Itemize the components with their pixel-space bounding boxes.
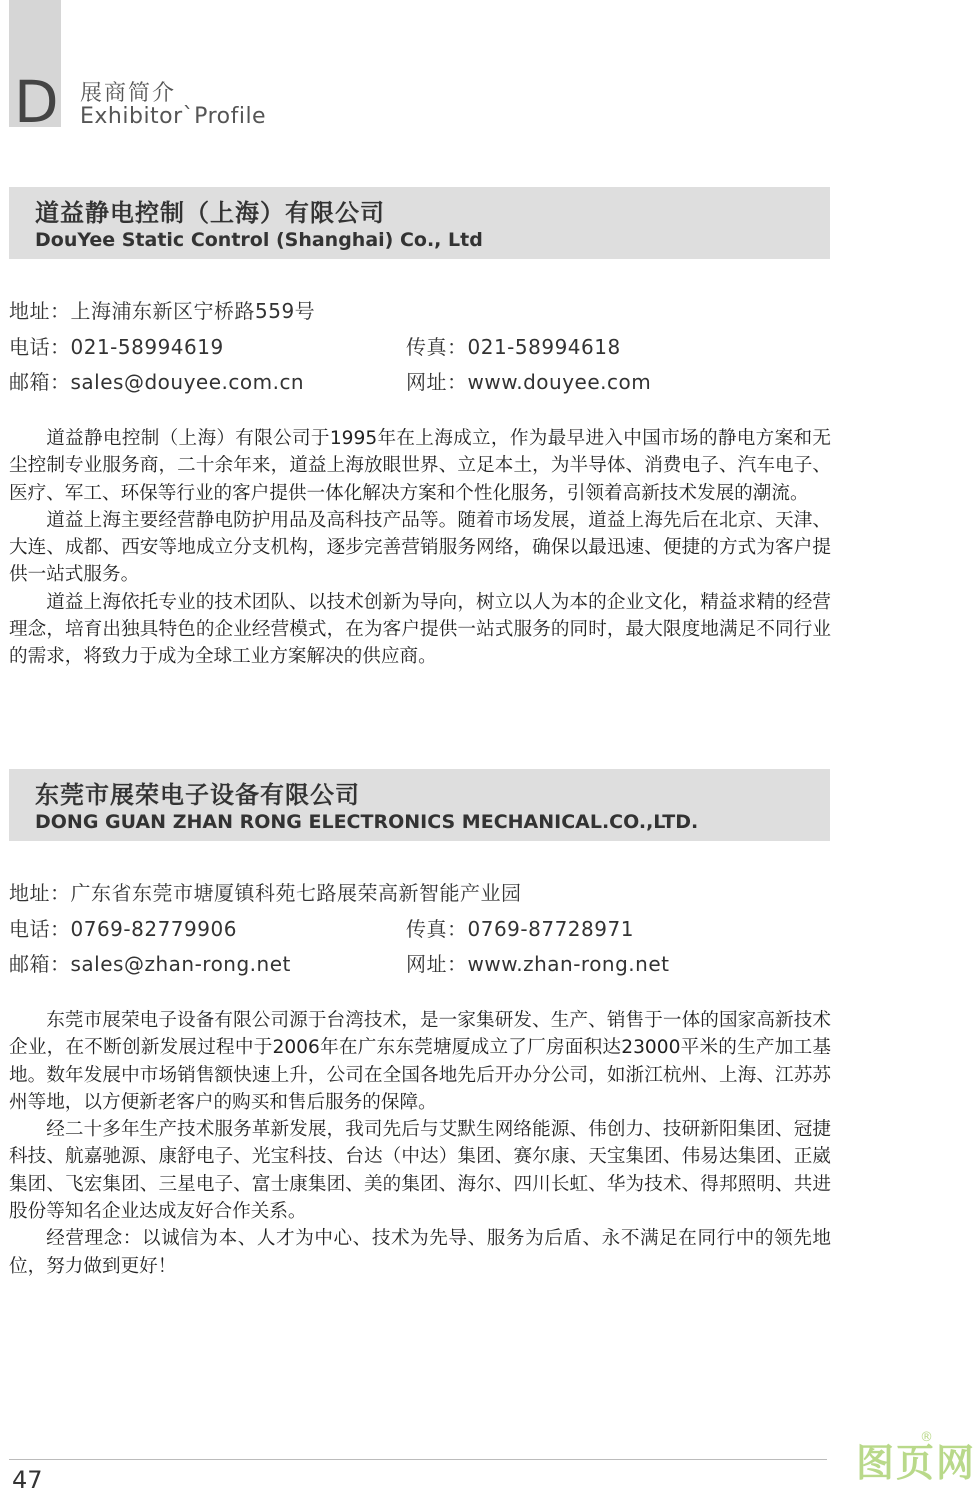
fax-value: 0769-87728971 [467, 917, 634, 941]
description-paragraph: 道益静电控制（上海）有限公司于1995年在上海成立，作为最早进入中国市场的静电方案和无尘控制专业服务商，二十余年来，道益上海放眼世界、立足本土，为半导体、消费电子、汽车电子、医疗、军工、环保等行业的客户提供一体化解决方案和个性化服务，引领着高新技术发展的潮流。 [9, 428, 831, 504]
watermark-logo: 图页网 [856, 1441, 977, 1485]
tel-row [9, 331, 224, 360]
footer-divider [9, 1459, 827, 1460]
company-name-cn: 东莞市展荣电子设备有限公司 [35, 781, 360, 809]
web-label: 网址： [406, 370, 468, 394]
section-letter: D [14, 68, 59, 136]
fax-value: 021-58994618 [467, 335, 621, 359]
email-label: 邮箱： [9, 370, 71, 394]
tel-label: 电话： [9, 917, 71, 941]
page-number: 47 [12, 1466, 43, 1494]
email-value[interactable]: sales@zhan-rong.net [70, 952, 291, 976]
address-value: 广东省东莞市塘厦镇科苑七路展荣高新智能产业园 [70, 881, 522, 905]
address-label: 地址： [9, 299, 71, 323]
web-row [406, 948, 670, 977]
address-label: 地址： [9, 881, 71, 905]
description-paragraph: 东莞市展荣电子设备有限公司源于台湾技术，是一家集研发、生产、销售于一体的国家高新技术企业，在不断创新发展过程中于2006年在广东东莞塘厦成立了厂房面积达23000平米的生产加工基地。数年发展中市场销售额快速上升，公司在全国各地先后开办分公司，如浙江杭州、上海、江苏苏州等地，以方便新老客户的购买和售后服务的保障。 [9, 1010, 831, 1113]
tel-value: 021-58994619 [70, 335, 224, 359]
description-paragraph: 道益上海依托专业的技术团队、以技术创新为导向，树立以人为本的企业文化，精益求精的经营理念，培育出独具特色的企业经营模式，在为客户提供一站式服务的同时，最大限度地满足不同行业的需求，将致力于成为全球工业方案解决的供应商。 [9, 591, 831, 668]
email-row [9, 948, 291, 977]
email-row [9, 366, 304, 395]
web-label: 网址： [406, 952, 468, 976]
email-label: 邮箱： [9, 952, 71, 976]
description-paragraph: 经营理念：以诚信为本、人才为中心、技术为先导、服务为后盾、永不满足在同行中的领先地位，努力做到更好！ [9, 1228, 831, 1277]
fax-label: 传真： [406, 917, 468, 941]
email-value[interactable]: sales@douyee.com.cn [70, 370, 305, 394]
company-name-en: DouYee Static Control (Shanghai) Co., Ltd [35, 229, 483, 251]
description-paragraph: 道益上海主要经营静电防护用品及高科技产品等。随着市场发展，道益上海先后在北京、天津、大连、成都、西安等地成立分支机构，逐步完善营销服务网络，确保以最迅速、便捷的方式为客户提供一站式服务。 [9, 509, 831, 586]
company-description [9, 1007, 831, 1280]
web-row [406, 366, 651, 395]
fax-label: 传真： [406, 335, 468, 359]
tel-value: 0769-82779906 [70, 917, 237, 941]
company-description [9, 425, 831, 671]
description-paragraph: 经二十多年生产技术服务革新发展，我司先后与艾默生网络能源、伟创力、技研新阳集团、冠捷科技、航嘉驰源、康舒电子、光宝科技、台达（中达）集团、赛尔康、天宝集团、伟易达集团、正崴集团、飞宏集团、三星电子、富士康集团、美的集团、海尔、四川长虹、华为技术、得邦照明、共进股份等知名企业达成友好合作关系。 [9, 1119, 831, 1223]
address-row [9, 877, 522, 906]
tel-row [9, 913, 237, 942]
fax-row [406, 331, 621, 360]
address-value: 上海浦东新区宁桥路559号 [70, 299, 316, 323]
section-title-cn: 展商简介 [80, 81, 177, 106]
web-value[interactable]: www.douyee.com [467, 370, 652, 394]
tel-label: 电话： [9, 335, 71, 359]
company-banner [9, 769, 830, 841]
section-title-en: Exhibitor`Profile [80, 104, 267, 129]
company-banner [9, 187, 830, 259]
address-row [9, 295, 315, 324]
registered-mark: ® [920, 1430, 933, 1445]
web-value[interactable]: www.zhan-rong.net [467, 952, 670, 976]
company-name-cn: 道益静电控制（上海）有限公司 [35, 199, 385, 227]
company-name-en: DONG GUAN ZHAN RONG ELECTRONICS MECHANICAL.CO.,LTD. [35, 811, 699, 833]
fax-row [406, 913, 634, 942]
